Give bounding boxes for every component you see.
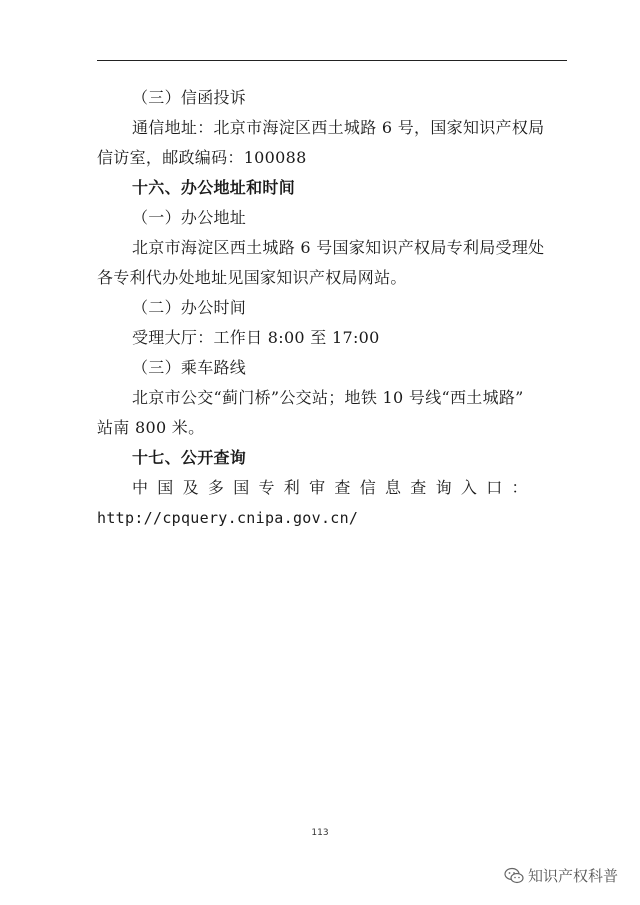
query-url-link[interactable]: http://cpquery.cnipa.gov.cn/ bbox=[97, 509, 359, 527]
office-address-line: 北京市海淀区西土城路 6 号国家知识产权局专利局受理处 bbox=[132, 238, 545, 257]
watermark bbox=[504, 865, 618, 886]
heading-public-query: 十七、公开查询 bbox=[132, 448, 247, 467]
transit-line: 北京市公交“蓟门桥”公交站；地铁 10 号线“西土城路” bbox=[132, 388, 524, 407]
subheading-office-address: （一）办公地址 bbox=[132, 208, 247, 227]
heading-office-address-time: 十六、办公地址和时间 bbox=[132, 178, 296, 197]
header-rule bbox=[97, 60, 567, 61]
wechat-icon bbox=[504, 867, 524, 885]
watermark-text: 知识产权科普 bbox=[527, 867, 618, 885]
subheading-office-hours: （二）办公时间 bbox=[132, 298, 247, 317]
query-entry-label: 中国及多国专利审查信息查询入口： bbox=[132, 478, 537, 497]
section-letter-complaint: （三）信函投诉 bbox=[132, 88, 247, 107]
office-hours-line: 受理大厅：工作日 8:00 至 17:00 bbox=[132, 328, 380, 347]
page-number: 113 bbox=[311, 828, 329, 838]
mailing-address-cont: 信访室，邮政编码：100088 bbox=[97, 148, 307, 167]
subheading-transit: （三）乘车路线 bbox=[132, 358, 247, 377]
mailing-address-line: 通信地址：北京市海淀区西土城路 6 号，国家知识产权局 bbox=[132, 118, 545, 137]
office-address-cont: 各专利代办处地址见国家知识产权局网站。 bbox=[97, 268, 407, 287]
transit-cont: 站南 800 米。 bbox=[97, 418, 205, 437]
